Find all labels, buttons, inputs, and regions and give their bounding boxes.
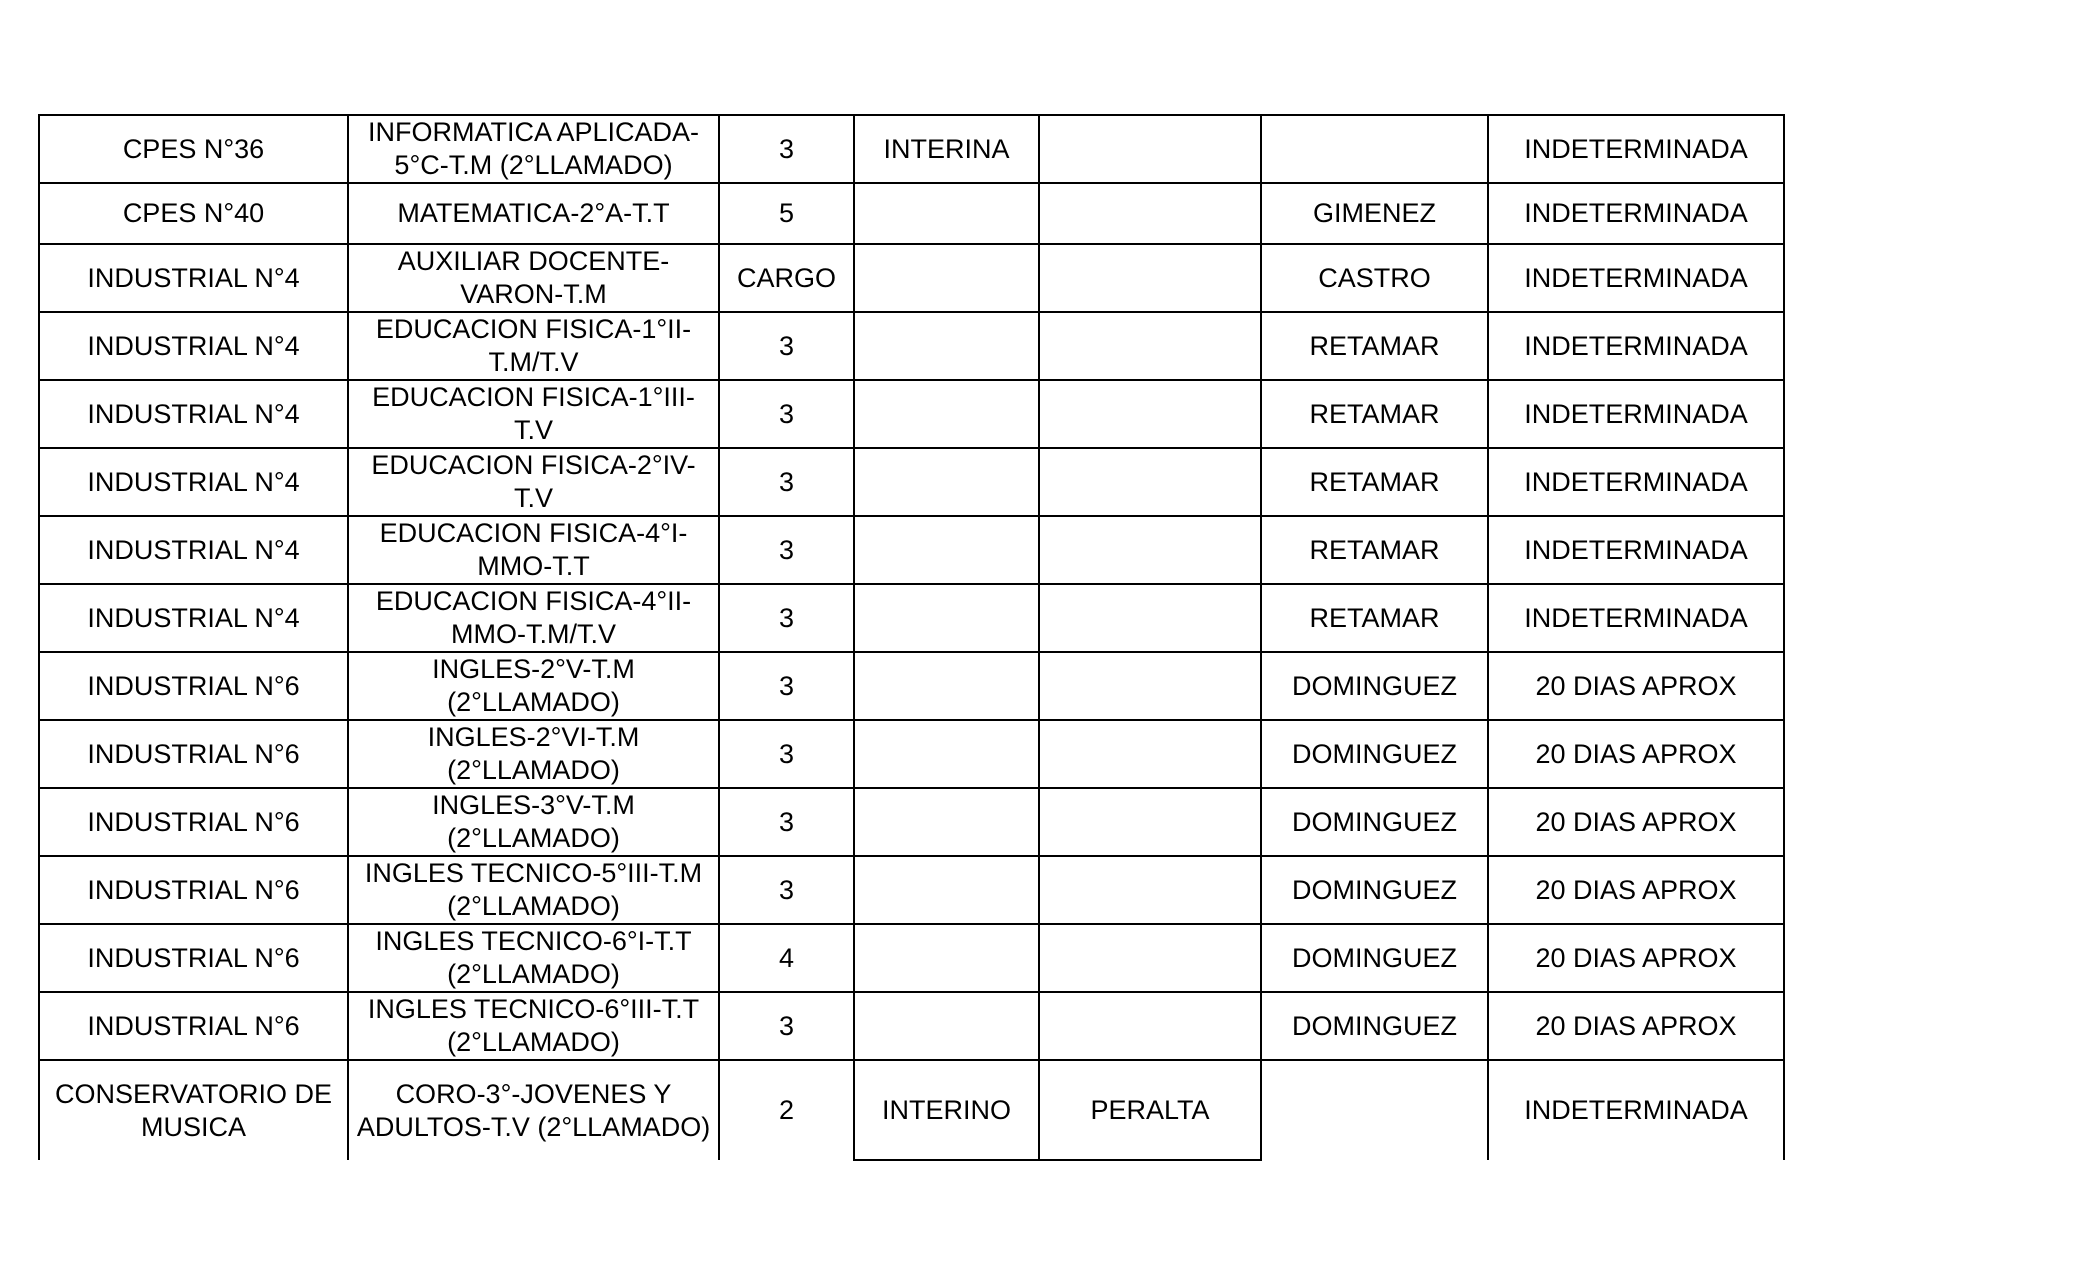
school-cell: INDUSTRIAL N°6 [39, 924, 348, 992]
replaces-cell: RETAMAR [1261, 584, 1488, 652]
hours-cell: 5 [719, 183, 854, 244]
duration-cell: 20 DIAS APROX [1488, 720, 1784, 788]
replaces-cell [1261, 115, 1488, 183]
school-cell: INDUSTRIAL N°6 [39, 720, 348, 788]
status-cell [854, 652, 1039, 720]
replaces-cell: DOMINGUEZ [1261, 788, 1488, 856]
table-row [39, 720, 1784, 788]
table-row [39, 788, 1784, 856]
duration-cell: 20 DIAS APROX [1488, 788, 1784, 856]
vacancy-table [38, 114, 1785, 1161]
hours-cell: 3 [719, 856, 854, 924]
table-row [39, 380, 1784, 448]
table-row [39, 924, 1784, 992]
school-cell: INDUSTRIAL N°6 [39, 788, 348, 856]
school-cell: INDUSTRIAL N°4 [39, 516, 348, 584]
subject-cell: INFORMATICA APLICADA-5°C-T.M (2°LLAMADO) [348, 115, 719, 183]
hours-cell: 4 [719, 924, 854, 992]
replaces-cell: RETAMAR [1261, 516, 1488, 584]
status-cell [854, 992, 1039, 1060]
school-cell: INDUSTRIAL N°4 [39, 584, 348, 652]
duration-cell: 20 DIAS APROX [1488, 924, 1784, 992]
duration-cell: INDETERMINADA [1488, 380, 1784, 448]
hours-cell: 3 [719, 788, 854, 856]
table-row [39, 1060, 1784, 1160]
table-row [39, 516, 1784, 584]
duration-cell: 20 DIAS APROX [1488, 992, 1784, 1060]
table-row [39, 652, 1784, 720]
hours-cell: 3 [719, 720, 854, 788]
subject-cell: INGLES-2°V-T.M (2°LLAMADO) [348, 652, 719, 720]
status-cell: INTERINA [854, 115, 1039, 183]
subject-cell: EDUCACION FISICA-4°I-MMO-T.T [348, 516, 719, 584]
table-row [39, 584, 1784, 652]
subject-cell: EDUCACION FISICA-2°IV-T.V [348, 448, 719, 516]
name-cell: PERALTA [1039, 1060, 1261, 1160]
subject-cell: CORO-3°-JOVENES Y ADULTOS-T.V (2°LLAMADO) [348, 1060, 719, 1160]
hours-cell: 3 [719, 652, 854, 720]
duration-cell: INDETERMINADA [1488, 244, 1784, 312]
table-row [39, 992, 1784, 1060]
duration-cell: INDETERMINADA [1488, 516, 1784, 584]
duration-cell: INDETERMINADA [1488, 183, 1784, 244]
status-cell [854, 788, 1039, 856]
name-cell [1039, 183, 1261, 244]
replaces-cell: DOMINGUEZ [1261, 924, 1488, 992]
name-cell [1039, 312, 1261, 380]
duration-cell: 20 DIAS APROX [1488, 856, 1784, 924]
replaces-cell: DOMINGUEZ [1261, 992, 1488, 1060]
name-cell [1039, 788, 1261, 856]
duration-cell: INDETERMINADA [1488, 584, 1784, 652]
name-cell [1039, 652, 1261, 720]
hours-cell: 3 [719, 516, 854, 584]
subject-cell: INGLES-2°VI-T.M (2°LLAMADO) [348, 720, 719, 788]
hours-cell: 3 [719, 584, 854, 652]
subject-cell: INGLES-3°V-T.M (2°LLAMADO) [348, 788, 719, 856]
table-row [39, 856, 1784, 924]
subject-cell: EDUCACION FISICA-4°II-MMO-T.M/T.V [348, 584, 719, 652]
replaces-cell: GIMENEZ [1261, 183, 1488, 244]
status-cell [854, 584, 1039, 652]
hours-cell: 2 [719, 1060, 854, 1160]
status-cell [854, 924, 1039, 992]
subject-cell: EDUCACION FISICA-1°II-T.M/T.V [348, 312, 719, 380]
school-cell: INDUSTRIAL N°6 [39, 992, 348, 1060]
school-cell: INDUSTRIAL N°6 [39, 856, 348, 924]
subject-cell: INGLES TECNICO-6°III-T.T (2°LLAMADO) [348, 992, 719, 1060]
hours-cell: 3 [719, 380, 854, 448]
replaces-cell: RETAMAR [1261, 380, 1488, 448]
status-cell [854, 448, 1039, 516]
name-cell [1039, 115, 1261, 183]
school-cell: CPES N°40 [39, 183, 348, 244]
school-cell: INDUSTRIAL N°6 [39, 652, 348, 720]
name-cell [1039, 244, 1261, 312]
subject-cell: MATEMATICA-2°A-T.T [348, 183, 719, 244]
school-cell: INDUSTRIAL N°4 [39, 244, 348, 312]
subject-cell: INGLES TECNICO-5°III-T.M (2°LLAMADO) [348, 856, 719, 924]
hours-cell: 3 [719, 448, 854, 516]
status-cell [854, 312, 1039, 380]
status-cell [854, 244, 1039, 312]
name-cell [1039, 448, 1261, 516]
duration-cell: INDETERMINADA [1488, 448, 1784, 516]
duration-cell: INDETERMINADA [1488, 115, 1784, 183]
hours-cell: 3 [719, 312, 854, 380]
name-cell [1039, 992, 1261, 1060]
school-cell: CONSERVATORIO DE MUSICA [39, 1060, 348, 1160]
subject-cell: EDUCACION FISICA-1°III-T.V [348, 380, 719, 448]
school-cell: INDUSTRIAL N°4 [39, 448, 348, 516]
replaces-cell [1261, 1060, 1488, 1160]
school-cell: INDUSTRIAL N°4 [39, 380, 348, 448]
subject-cell: AUXILIAR DOCENTE-VARON-T.M [348, 244, 719, 312]
replaces-cell: RETAMAR [1261, 448, 1488, 516]
subject-cell: INGLES TECNICO-6°I-T.T (2°LLAMADO) [348, 924, 719, 992]
status-cell [854, 380, 1039, 448]
school-cell: CPES N°36 [39, 115, 348, 183]
name-cell [1039, 924, 1261, 992]
school-cell: INDUSTRIAL N°4 [39, 312, 348, 380]
replaces-cell: DOMINGUEZ [1261, 652, 1488, 720]
duration-cell: INDETERMINADA [1488, 312, 1784, 380]
status-cell [854, 516, 1039, 584]
status-cell [854, 856, 1039, 924]
name-cell [1039, 856, 1261, 924]
table-row [39, 115, 1784, 183]
name-cell [1039, 584, 1261, 652]
hours-cell: CARGO [719, 244, 854, 312]
hours-cell: 3 [719, 115, 854, 183]
table-row [39, 312, 1784, 380]
name-cell [1039, 720, 1261, 788]
duration-cell: INDETERMINADA [1488, 1060, 1784, 1160]
table-row [39, 183, 1784, 244]
name-cell [1039, 516, 1261, 584]
replaces-cell: CASTRO [1261, 244, 1488, 312]
name-cell [1039, 380, 1261, 448]
status-cell: INTERINO [854, 1060, 1039, 1160]
replaces-cell: DOMINGUEZ [1261, 856, 1488, 924]
replaces-cell: RETAMAR [1261, 312, 1488, 380]
status-cell [854, 183, 1039, 244]
replaces-cell: DOMINGUEZ [1261, 720, 1488, 788]
duration-cell: 20 DIAS APROX [1488, 652, 1784, 720]
hours-cell: 3 [719, 992, 854, 1060]
table-row [39, 448, 1784, 516]
status-cell [854, 720, 1039, 788]
table-row [39, 244, 1784, 312]
